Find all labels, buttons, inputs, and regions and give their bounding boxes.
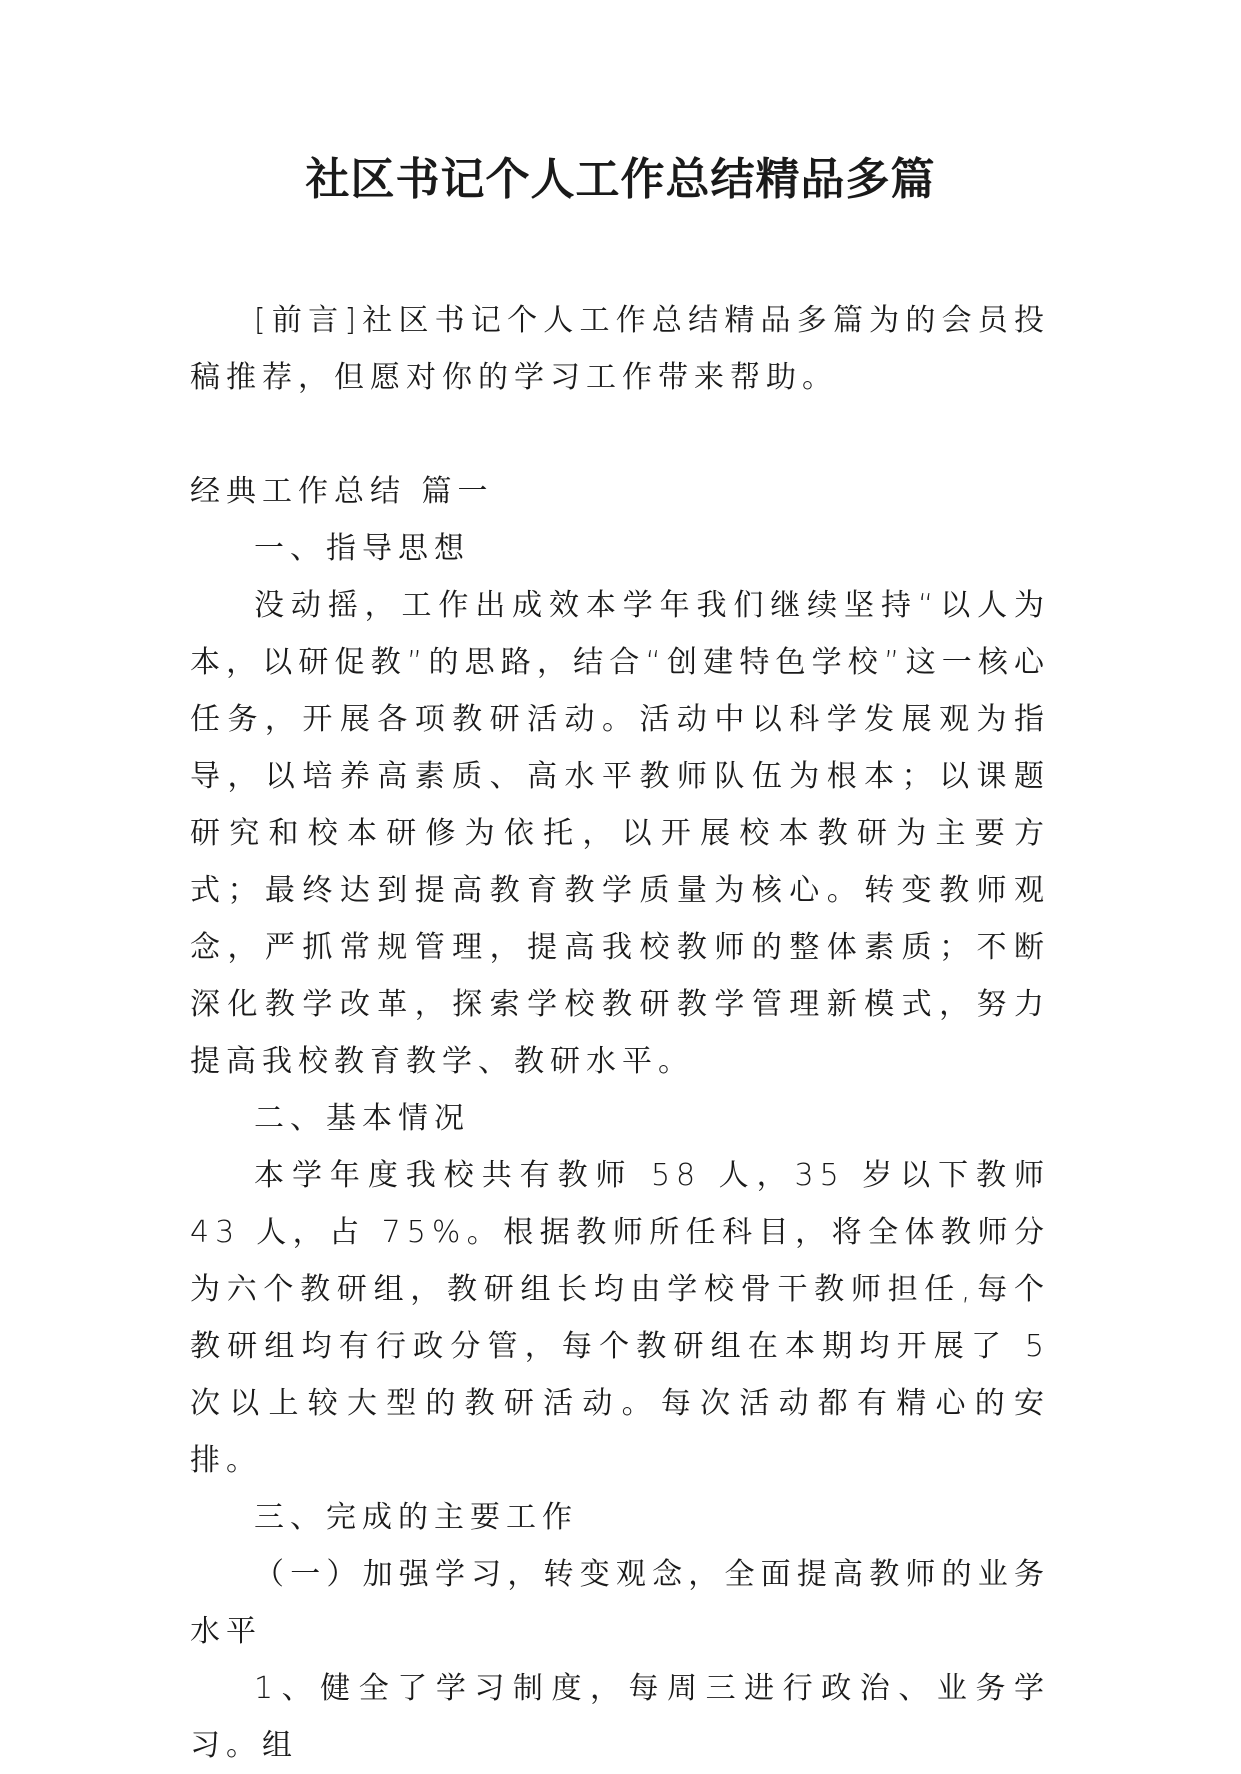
document-title: 社区书记个人工作总结精品多篇	[305, 154, 936, 205]
heading-basic-situation: 二、基本情况	[254, 1101, 470, 1136]
article-label: 经典工作总结 篇一	[190, 474, 494, 509]
paragraph-guiding-ideology: 没动摇，工作出成效本学年我们继续坚持“以人为本，以研促教”的思路，结合“创建特色学校”这一核心任务，开展各项教研活动。活动中以科学发展观为指导，以培养高素质、高水平教师队伍为根本；以课题研究和校本研修为依托，以开展校本教研为主要方式；最终达到提高教育教学质量为核心。转变教师观念，严抓常规管理，提高我校教师的整体素质；不断深化教学改革，探索学校教研教学管理新模式，努力提高我校教育教学、教研水平。	[190, 588, 1050, 1079]
preface-paragraph: [前言]社区书记个人工作总结精品多篇为的会员投稿推荐，但愿对你的学习工作带来帮助。	[190, 303, 1050, 395]
spacer	[190, 406, 1050, 463]
heading-guiding-ideology: 一、指导思想	[254, 531, 470, 566]
paragraph-learning-system: 1、健全了学习制度，每周三进行政治、业务学习。组	[190, 1671, 1050, 1763]
paragraph-basic-situation: 本学年度我校共有教师 58 人，35 岁以下教师 43 人，占 75%。根据教师所任科目，将全体教师分为六个教研组，教研组长均由学校骨干教师担任,每个教研组均有行政分管，每个教研组在本期均开展了 5 次以上较大型的教研活动。每次活动都有精心的安排。	[190, 1158, 1050, 1478]
subheading-learning: （一）加强学习，转变观念，全面提高教师的业务水平	[190, 1557, 1050, 1649]
heading-main-work: 三、完成的主要工作	[254, 1500, 578, 1535]
document-body	[190, 292, 1050, 1774]
